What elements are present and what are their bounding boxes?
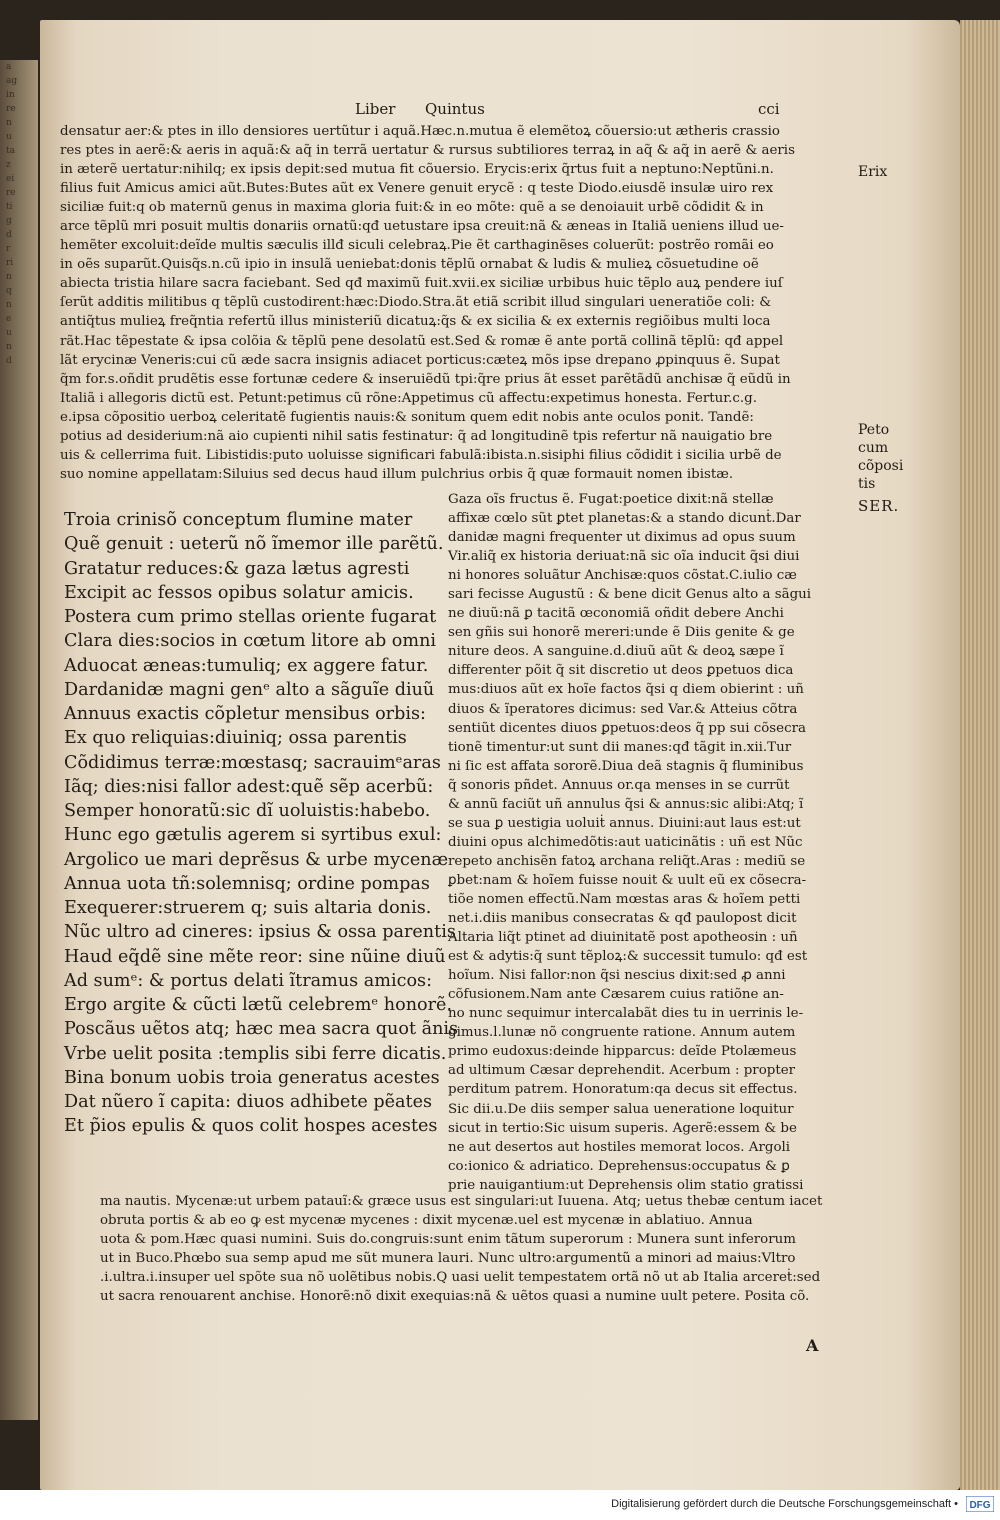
running-header	[340, 100, 800, 124]
verse-line: Exequerer:struerem q; suis altaria donis.	[64, 898, 432, 918]
commentary-line: siciliæ fuit:q ob maternũ genus in maxima gloria fuit:& in eo mõte: quẽ a se denoiauit urbẽ cõdidit & in	[60, 200, 764, 216]
commentary-line: no nunc sequimur intercalabãt dies tu in uerrinis le-	[448, 1006, 804, 1022]
commentary-line: sari fecisse Augustũ : & bene dicit Genus alto a sãgui	[448, 587, 812, 603]
commentary-line: ad ultimum Cæsar deprehendit. Acerbum : propter	[448, 1063, 796, 1079]
commentary-line: diuini opus alchimedõtis:aut uaticinãtis : uñ est Nũc	[448, 834, 803, 850]
commentary-line: perditum patrem. Honoratum:qa decus sit effectus.	[448, 1082, 798, 1098]
commentary-line: densatur aer:& ptes in illo densiores uertũtur i aquã.Hæc.n.mutua ẽ elemẽtoꝝ cõuersio:ut ætheris crassio	[60, 124, 780, 139]
commentary-line: Altaria liq̃t ptinet ad diuinitatẽ post apotheosin : uñ	[448, 930, 798, 946]
verse-line: Dat nũero ĩ capita: diuos adhibete pẽates	[64, 1092, 433, 1112]
poem-text-block	[64, 508, 459, 1139]
left-page-fragment: n	[6, 118, 12, 128]
verse-line: Argolico ue mari deprẽsus & urbe mycenæ	[64, 849, 449, 870]
commentary-line: & annũ faciũt uñ annulus q̃si & annus:sic alibi:Atq; ĩ	[448, 796, 804, 812]
verse-line: Excipit ac fessos opibus solatur amicis.	[64, 582, 414, 603]
commentary-line: uota & pom.Hæc quasi numini. Suis do.congruis:sunt enim tãtum superorum : Munera sunt inferorum	[100, 1232, 796, 1248]
verse-line: Annua uota tñ:solemnisq; ordine pompas	[64, 873, 430, 894]
commentary-bottom-block	[100, 1192, 860, 1306]
verse-line: Clara dies:socios in cœtum litore ab omni	[64, 631, 437, 652]
verse-line: Semper honoratũ:sic dĩ uoluistis:habebo.	[64, 801, 431, 821]
verse-line: Nũc ultro ad cineres: ipsius & ossa parentis	[64, 922, 456, 943]
verse-line: Troia crinisõ conceptum flumine mater	[64, 510, 413, 530]
left-page-fragment: in	[6, 90, 15, 100]
commentary-top-block	[60, 122, 850, 484]
commentary-line: hoĩum. Nisi fallor:non q̃si nescius dixit:sed ꝓ anni	[448, 968, 786, 984]
dfg-logo-label: DFG	[969, 1500, 991, 1511]
left-page-fragment: ti	[6, 202, 13, 212]
commentary-line: tionẽ timentur:ut sunt dii manes:qđ tãgit in.xii.Tur	[448, 739, 792, 755]
commentary-line: ſerũt additis militibus q tẽplũ custodirent:hæc:Diodo.Stra.ãt etiã scribit illud singulari ueneratiõe coli: &	[60, 295, 772, 311]
left-page-fragment: r	[6, 244, 11, 254]
marginal-note-line: cum	[858, 440, 889, 456]
commentary-line: diuos & ĩperatores dicimus: sed Var.& Atteius cõtra	[448, 701, 798, 717]
commentary-line: ni honores soluãtur Anchisæ:quos cõstat.C.iulio cæ	[448, 568, 797, 584]
page-edge	[960, 20, 1000, 1490]
commentary-line: ꝑbet:nam & hoĩem fuisse nouit & uult eũ ex cõsecra-	[448, 872, 807, 888]
commentary-line: q̃ sonoris pñdet. Annuus or.qa menses in se currũt	[448, 777, 790, 793]
commentary-line: arce tẽplũ mri posuit multis donariis ornatũ:qđ uetustare ipsa creuit:nã & æneas in Italiã ueniens illud ue-	[60, 219, 784, 235]
marginal-note-line: tis	[858, 476, 876, 492]
commentary-line: abiecta tristia hilare sacra faciebant. Sed qđ maximũ fuit.xvii.ex siciliæ urbibus huic tẽplo auꝝ pendere iuſ	[60, 276, 783, 292]
commentary-line: rãt.Hac tẽpestate & ipsa colõia & tẽplũ pene desolatũ est.Sed & romæ ẽ ante portã collinã tẽplũ: qđ appel	[60, 333, 784, 349]
commentary-line: gimus.l.lunæ nõ congruente ratione. Annum autem	[448, 1025, 796, 1041]
commentary-line: mus:diuos aũt ex hoĩe factos q̃si q diem obierint : uñ	[448, 682, 804, 698]
commentary-line: sicut in tertio:Sic uisum superis. Agerẽ:essem & be	[448, 1120, 797, 1136]
verse-line: Dardanidæ magni genᵉ alto a sãguĩe diuũ	[64, 679, 435, 700]
left-page-fragment: e	[6, 314, 12, 324]
commentary-line: sentiũt dicentes diuos ꝑpetuos:deos q̃ pp sui cõsecra	[448, 720, 806, 736]
commentary-line: repeto anchisẽn fatoꝝ archana reliq̃t.Aras : mediũ se	[448, 853, 806, 869]
commentary-line: in oẽs suparũt.Quisq̃s.n.cũ ipio in insulã ueniebat:donis tẽplũ ornabat & ludis & mulieꝝ cõsuetudine oẽ	[60, 257, 759, 273]
left-page-edge	[0, 60, 38, 1420]
commentary-line: sen gñis sui honorẽ mereri:unde ẽ Diis genite & ge	[448, 625, 795, 641]
left-page-fragment: q	[6, 286, 12, 296]
commentary-line: hemẽter excoluit:deĩde multis sæculis illđ siculi celebraꝝ.Pie ẽt carthaginẽses coluerũt: postrẽo romãi eo	[60, 238, 774, 254]
commentary-line: ni ſic est affata sororẽ.Diua deã stagnis q̃ fluminibus	[448, 758, 804, 774]
left-page-fragment: n	[6, 272, 12, 282]
verse-line: Ergo argite & cũcti lætũ celebremᵉ honorẽ.	[64, 995, 453, 1015]
left-page-fragment: re	[6, 188, 16, 198]
left-page-fragment: ri	[6, 258, 14, 268]
commentary-line: differenter põit q̃ sit discretio ut deos ꝑpetuos dica	[448, 663, 794, 679]
folio-number: cci	[758, 100, 780, 118]
left-page-fragment: ei	[6, 174, 15, 184]
commentary-line: q̃m for.s.oñdit prudẽtis esse fortunæ cedere & inseruiẽdũ tpi:q̃re prius ãt esset parẽtãdũ anchisæ q̃ eũdũ in	[60, 371, 791, 387]
header-liber: Liber	[355, 100, 396, 118]
left-page-fragment: n	[6, 300, 12, 310]
verse-line: Ex quo reliquias:diuiniq; ossa parentis	[64, 728, 407, 749]
commentary-line: est & adytis:q̃ sunt tẽploꝝ:& successit tumulo: qđ est	[448, 949, 808, 965]
commentary-line: ut sacra renouarent anchise. Honorẽ:nõ dixit exequias:nã & uẽtos quasi a numine uult petere. Posita cõ.	[100, 1289, 810, 1305]
commentary-line: net.i.diis manibus consecratas & qđ paulopost dicit	[448, 911, 797, 927]
verse-line: Hunc ego gætulis agerem si syrtibus exul:	[64, 825, 442, 846]
commentary-line: tiõe nomen effectũ.Nam mœstas aras & hoĩem petti	[448, 891, 801, 907]
left-page-fragment: d	[6, 356, 12, 366]
left-page-fragment: n	[6, 342, 12, 352]
commentary-line: primo eudoxus:deinde hipparcus: deĩde Ptolæmeus	[448, 1044, 797, 1060]
verse-line: Vrbe uelit posita :templis sibi ferre dicatis.	[64, 1043, 447, 1064]
commentary-line: obruta portis & ab eo ꝙ est mycenæ mycenes : dixit mycenæ.uel est mycenæ in ablatiuo. Annua	[100, 1213, 753, 1229]
commentary-line: danidæ magni frequenter ut diximus ad opus suum	[448, 530, 796, 546]
commentary-line: se sua ꝑ uestigia uoluiṫ annus. Diuini:aut laus est:ut	[448, 815, 801, 831]
verse-line: Postera cum primo stellas oriente fugarat	[64, 607, 437, 627]
verse-line: Annuus exactis cõpletur mensibus orbis:	[64, 704, 426, 724]
marginal-note-ser: SER.	[858, 497, 900, 515]
commentary-line: ma nautis. Mycenæ:ut urbem patauĩ:& græce usus est singulari:ut Iuuena. Atq; uetus thebæ centum iacet	[100, 1194, 823, 1209]
marginal-note-peto	[858, 421, 903, 493]
verse-line: Gratatur reduces:& gaza lætus agresti	[64, 558, 410, 579]
verse-line: Haud eq̃dẽ sine mẽte reor: sine nũine diuũ	[64, 946, 446, 967]
commentary-line: Vir.aliq̃ ex historia deriuat:nã sic oĩa inducit q̃si diui	[448, 549, 800, 565]
left-page-fragment: u	[6, 132, 12, 142]
marginal-note-line: Peto	[858, 422, 890, 438]
left-page-fragment: ta	[6, 146, 15, 156]
verse-line: Ad sumᵉ: & portus delati ĩtramus amicos:	[64, 970, 432, 991]
verse-line: Poscãus uẽtos atq; hæc mea sacra quot ãnis	[64, 1019, 459, 1040]
header-quintus: Quintus	[425, 100, 485, 118]
commentary-line: .i.ultra.i.insuper uel spõte sua nõ uolẽtibus nobis.Q uasi uelit tempestatem ortã nõ ut ab Italia arcereṫ:sed	[100, 1270, 821, 1286]
commentary-line: in æterẽ uertatur:nihilq; ex ipsis depit:sed mutua fit cõuersio. Erycis:erix q̃rtus fuit a neptuno:Neptũni.n.	[60, 162, 774, 178]
left-page-fragment: ag	[6, 76, 18, 86]
commentary-line: Gaza oĩs fructus ẽ. Fugat:poetice dixit:nã stellæ	[448, 492, 774, 507]
commentary-line: res ptes in aerẽ:& aeris in aquã:& aq̃ in terrã uertatur & rursus subtiliores terraꝝ in aq̃ & aq̃ in aerẽ & aeris	[60, 143, 795, 159]
left-page-fragment: z	[6, 160, 11, 170]
verse-line: Et p̃ios epulis & quos colit hospes acestes	[64, 1116, 438, 1137]
footer-bar	[0, 1490, 1000, 1520]
commentary-line: niture deos. A sanguine.d.diuũ aũt & deoꝝ sæpe ĩ	[448, 644, 784, 660]
commentary-line: prie nauigantium:ut Deprehensis olim statio gratissi	[448, 1177, 804, 1193]
marginal-note-line: cõposi	[858, 458, 904, 474]
commentary-line: Sic dii.u.De diis semper salua ueneratione loquitur	[448, 1101, 794, 1117]
marginal-note-erix: Erix	[858, 164, 888, 180]
verse-line: Bina bonum uobis troia generatus acestes	[64, 1067, 440, 1088]
commentary-line: co:ionico & adriatico. Deprehensus:occupatus & ꝑ	[448, 1158, 790, 1174]
commentary-line: potius ad desiderium:nã aio cupienti nihil satis festinatur: q̃ ad longitudinẽ tpis refertur nã nauigatio bre	[60, 428, 773, 444]
left-page-fragment: g	[6, 216, 12, 226]
commentary-line: Italiã i allegoris dictũ est. Petunt:petimus cũ rõne:Appetimus cũ affectu:expetimus honesta. Fertur.c.g.	[60, 390, 757, 406]
commentary-line: ne aut desertos aut hostiles memorat locos. Argoli	[448, 1139, 791, 1155]
commentary-line: filius fuit Amicus amici aũt.Butes:Butes aũt ex Venere genuit erycẽ : q teste Diodo.eiusdẽ insulæ uiro rex	[60, 181, 774, 197]
commentary-line: affixæ cœlo sũt ꝑtet planetas:& a stando dicunṫ.Dar	[448, 511, 801, 527]
commentary-line: ut in Buco.Phœbo sua semp apud me sũt munera lauri. Nunc ultro:argumentũ a minori ad maius:Vltro	[100, 1251, 796, 1267]
funding-credit: Digitalisierung gefördert durch die Deutsche Forschungsgemeinschaft •	[611, 1498, 958, 1510]
verse-line: Aduocat æneas:tumuliq; ex aggere fatur.	[64, 655, 429, 676]
dfg-logo-icon	[966, 1496, 994, 1512]
commentary-line: cõfusionem.Nam ante Cæsarem cuius ratiõne an-	[448, 987, 784, 1003]
verse-line: Iãq; dies:nisi fallor adest:quẽ sẽp acerbũ:	[64, 776, 434, 797]
left-page-fragment: u	[6, 328, 12, 338]
verse-line: Quẽ genuit : ueterũ nõ ĩmemor ille parẽtũ.	[64, 534, 444, 555]
commentary-line: uis & cellerrima fuit. Libistidis:puto uoluisse significari fabulã:ibista.n.sisiphi filius cõdidit i sicilia urbẽ de	[60, 447, 782, 463]
verse-line: Cõdidimus terræ:mœstasq; sacrauimᵉaras	[64, 752, 441, 773]
left-page-fragment: d	[6, 230, 12, 240]
signature-mark: A	[806, 1336, 819, 1355]
commentary-line: suo nomine appellatam:Siluius sed decus haud illum pulchrius orbis q̃ quæ formauit nomen ibistæ.	[60, 466, 734, 482]
commentary-line: antiq̃tus mulieꝝ freq̃ntia refertũ illus ministeriũ dicatuꝝ:q̃s & ex sicilia & ex externis regiõibus multi loca	[60, 314, 771, 330]
commentary-line: e.ipsa cõpositio uerboꝝ celeritatẽ fugientis nauis:& sonitum quem edit nobis ante oculos ponit. Tandẽ:	[60, 409, 754, 425]
commentary-right-block	[448, 490, 858, 1195]
commentary-line: lãt erycinæ Veneris:cui cũ æde sacra insignis adiacet porticus:cæteꝝ mõs ipse drepano ꝓpinquus ẽ. Supat	[60, 352, 780, 368]
left-page-fragment: re	[6, 104, 16, 114]
commentary-line: ne diuũ:nã ꝑ tacitã œconomiã oñdit debere Anchi	[448, 606, 784, 622]
left-page-fragment: a	[6, 62, 12, 72]
